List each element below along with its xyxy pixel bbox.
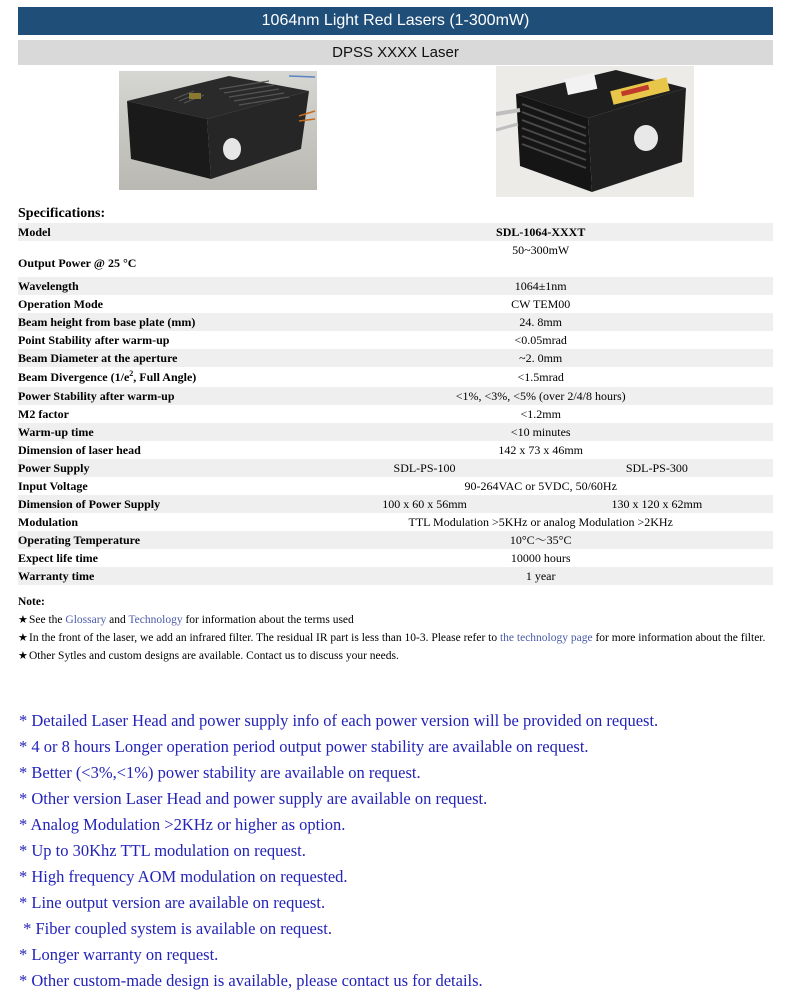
spec-label: Output Power @ 25 °C	[18, 256, 137, 270]
note-item: ★ See the Glossary and Technology for information about the terms used	[18, 614, 354, 626]
spec-value: 90-264VAC or 5VDC, 50/60Hz	[464, 479, 617, 493]
star-icon: ★	[18, 614, 28, 626]
spec-label: Warranty time	[18, 567, 308, 585]
spec-label: Dimension of laser head	[18, 443, 141, 457]
table-row	[18, 495, 773, 513]
spec-label: Power Stability after warm-up	[18, 387, 308, 405]
table-row	[18, 405, 773, 423]
notes-section	[18, 595, 768, 667]
list-item: * Other version Laser Head and power supply are available on request.	[19, 789, 488, 808]
product-subtitle: DPSS XXXX Laser	[18, 40, 773, 65]
spec-label: Beam height from base plate (mm)	[18, 313, 308, 331]
table-row	[18, 459, 773, 477]
table-row	[18, 549, 773, 567]
spec-label: Wavelength	[18, 277, 308, 295]
spec-value: <1.5mrad	[517, 370, 564, 384]
laser-photo-right	[496, 66, 694, 197]
spec-label: Input Voltage	[18, 479, 88, 493]
request-options-list	[19, 710, 779, 996]
table-row	[18, 313, 773, 331]
list-item: * Line output version are available on request.	[19, 893, 326, 912]
list-item: * High frequency AOM modulation on requested.	[19, 867, 348, 886]
spec-label: M2 factor	[18, 407, 69, 421]
spec-label: Expect life time	[18, 551, 98, 565]
list-item: * Better (<3%,<1%) power stability are available on request.	[19, 763, 421, 782]
spec-value: CW TEM00	[511, 297, 571, 311]
spec-value: 1 year	[308, 567, 773, 585]
table-row	[18, 331, 773, 349]
table-row	[18, 441, 773, 459]
spec-value: <1.2mm	[520, 407, 561, 421]
spec-label: Dimension of Power Supply	[18, 495, 308, 513]
table-row	[18, 295, 773, 313]
spec-value: <1%, <3%, <5% (over 2/4/8 hours)	[308, 387, 773, 405]
list-item: * Analog Modulation >2KHz or higher as option.	[19, 815, 346, 834]
note-item: ★ Other Sytles and custom designs are available. Contact us to discuss your needs.	[18, 650, 399, 662]
spec-value: 100 x 60 x 56mm	[308, 495, 540, 513]
spec-label: Point Stability after warm-up	[18, 333, 170, 347]
spec-label: Operation Mode	[18, 297, 103, 311]
laser-photo-left	[119, 71, 317, 190]
table-row	[18, 277, 773, 295]
table-row	[18, 477, 773, 495]
spec-value: 1064±1nm	[308, 277, 773, 295]
specifications-table	[18, 223, 773, 585]
list-item: * Fiber coupled system is available on request.	[19, 919, 332, 938]
spec-value: <0.05mrad	[514, 333, 567, 347]
spec-label: Warm-up time	[18, 423, 308, 441]
spec-value: 142 x 73 x 46mm	[498, 443, 584, 457]
technology-link[interactable]: Technology	[128, 614, 183, 626]
note-item: ★ In the front of the laser, we add an infrared filter. The residual IR part is less than 10-3. Please refer to the technology page for more information about the filter.	[18, 632, 766, 644]
spec-label: Power Supply	[18, 459, 308, 477]
technology-page-link[interactable]: the technology page	[499, 632, 593, 644]
table-row	[18, 423, 773, 441]
list-item: * 4 or 8 hours Longer operation period output power stability are available on request.	[19, 737, 589, 756]
spec-label: Beam Divergence ($1/e^2$, Full Angle)	[18, 369, 197, 384]
spec-value: SDL-1064-XXXT	[308, 223, 773, 241]
glossary-link[interactable]: Glossary	[65, 614, 107, 626]
list-item: * Other custom-made design is available, please contact us for details.	[19, 971, 483, 990]
spec-value: 24. 8mm	[308, 313, 773, 331]
spec-value: SDL-PS-300	[541, 459, 773, 477]
spec-value: 10000 hours	[510, 551, 571, 565]
list-item: * Up to 30Khz TTL modulation on request.	[19, 841, 306, 860]
spec-label: Beam Diameter at the aperture	[18, 349, 308, 367]
table-row	[18, 513, 773, 531]
table-row	[18, 241, 773, 277]
star-icon: ★	[18, 632, 28, 644]
spec-value: SDL-PS-100	[308, 459, 540, 477]
table-row	[18, 349, 773, 367]
spec-value: 130 x 120 x 62mm	[541, 495, 773, 513]
table-row	[18, 367, 773, 387]
spec-value: 10°C～35°C	[308, 531, 773, 549]
spec-value: <10 minutes	[308, 423, 773, 441]
specifications-heading: Specifications:	[18, 206, 106, 221]
spec-value: 50~300mW	[512, 243, 570, 257]
list-item: * Longer warranty on request.	[19, 945, 219, 964]
spec-label: Operating Temperature	[18, 531, 308, 549]
spec-value: TTL Modulation >5KHz or analog Modulation >2KHz	[408, 515, 673, 529]
star-icon: ★	[18, 650, 28, 662]
table-row	[18, 387, 773, 405]
page-title: 1064nm Light Red Lasers (1-300mW)	[18, 7, 773, 35]
spec-label: Model	[18, 223, 308, 241]
spec-value: ~2. 0mm	[308, 349, 773, 367]
table-row	[18, 567, 773, 585]
spec-label: Modulation	[18, 515, 79, 529]
table-row	[18, 223, 773, 241]
list-item: * Detailed Laser Head and power supply info of each power version will be provided on request.	[19, 711, 659, 730]
notes-heading: Note:	[18, 596, 45, 608]
table-row	[18, 531, 773, 549]
